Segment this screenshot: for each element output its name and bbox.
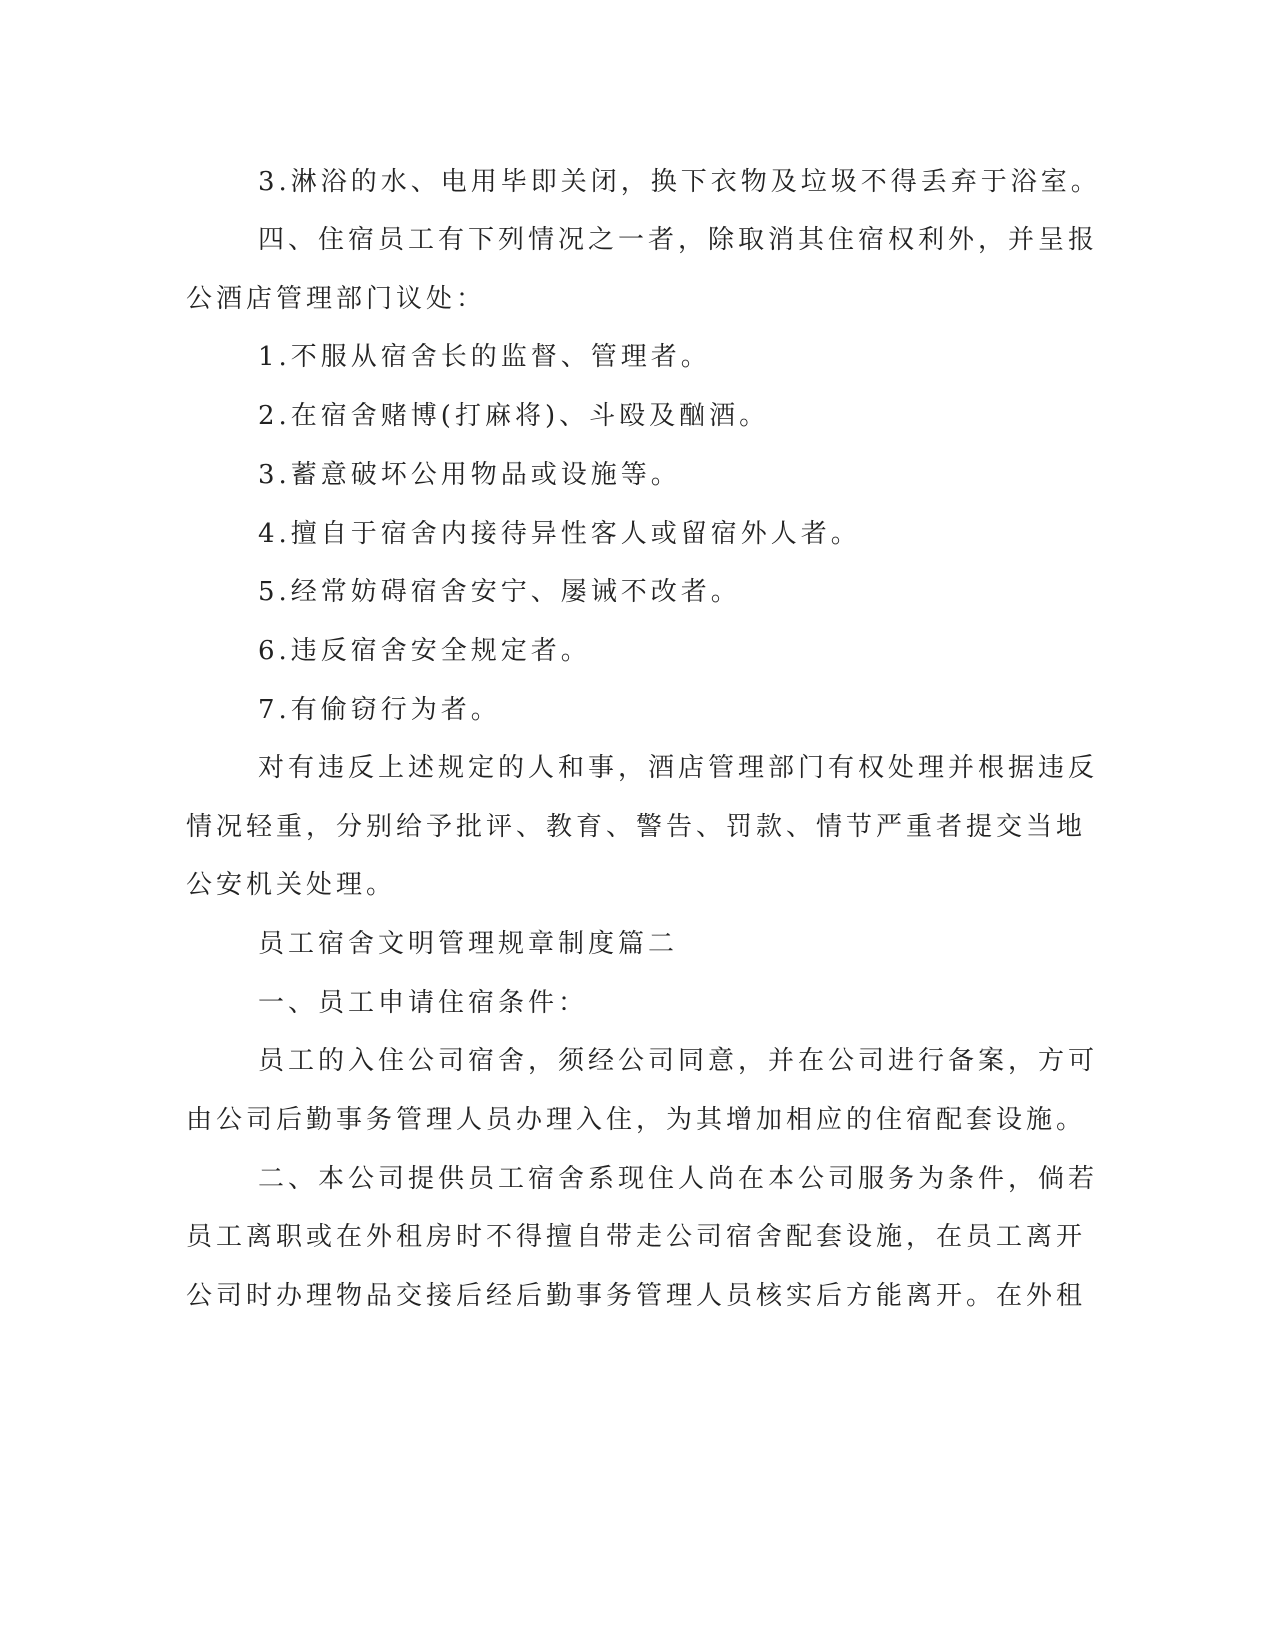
text-line: 员工离职或在外租房时不得擅自带走公司宿舍配套设施，在员工离开 [186, 1222, 1087, 1252]
text-line: 5.经常妨碍宿舍安宁、屡诫不改者。 [258, 577, 741, 607]
text-line: 对有违反上述规定的人和事，酒店管理部门有权处理并根据违反 [258, 753, 1099, 783]
text-line: 4.擅自于宿舍内接待异性客人或留宿外人者。 [258, 519, 861, 549]
text-line: 3.蓄意破坏公用物品或设施等。 [258, 460, 681, 490]
text-line: 2.在宿舍赌博(打麻将)、斗殴及酗酒。 [258, 401, 770, 431]
text-line: 由公司后勤事务管理人员办理入住，为其增加相应的住宿配套设施。 [186, 1105, 1087, 1135]
text-line: 二、本公司提供员工宿舍系现住人尚在本公司服务为条件，倘若 [258, 1164, 1099, 1194]
text-line: 7.有偷窃行为者。 [258, 695, 501, 725]
text-line: 员工的入住公司宿舍，须经公司同意，并在公司进行备案，方可 [258, 1046, 1099, 1076]
text-line: 公安机关处理。 [186, 870, 397, 900]
text-line: 1.不服从宿舍长的监督、管理者。 [258, 342, 711, 372]
text-line: 公酒店管理部门议处： [186, 284, 487, 314]
text-line: 情况轻重，分别给予批评、教育、警告、罚款、情节严重者提交当地 [186, 812, 1087, 842]
text-line: 一、员工申请住宿条件： [258, 988, 589, 1018]
text-line: 3.淋浴的水、电用毕即关闭，换下衣物及垃圾不得丢弃于浴室。 [258, 167, 1101, 197]
text-line: 6.违反宿舍安全规定者。 [258, 636, 591, 666]
text-line: 四、住宿员工有下列情况之一者，除取消其住宿权利外，并呈报 [258, 225, 1099, 255]
section-heading: 员工宿舍文明管理规章制度篇二 [258, 929, 679, 959]
text-line: 公司时办理物品交接后经后勤事务管理人员核实后方能离开。在外租 [186, 1281, 1087, 1311]
